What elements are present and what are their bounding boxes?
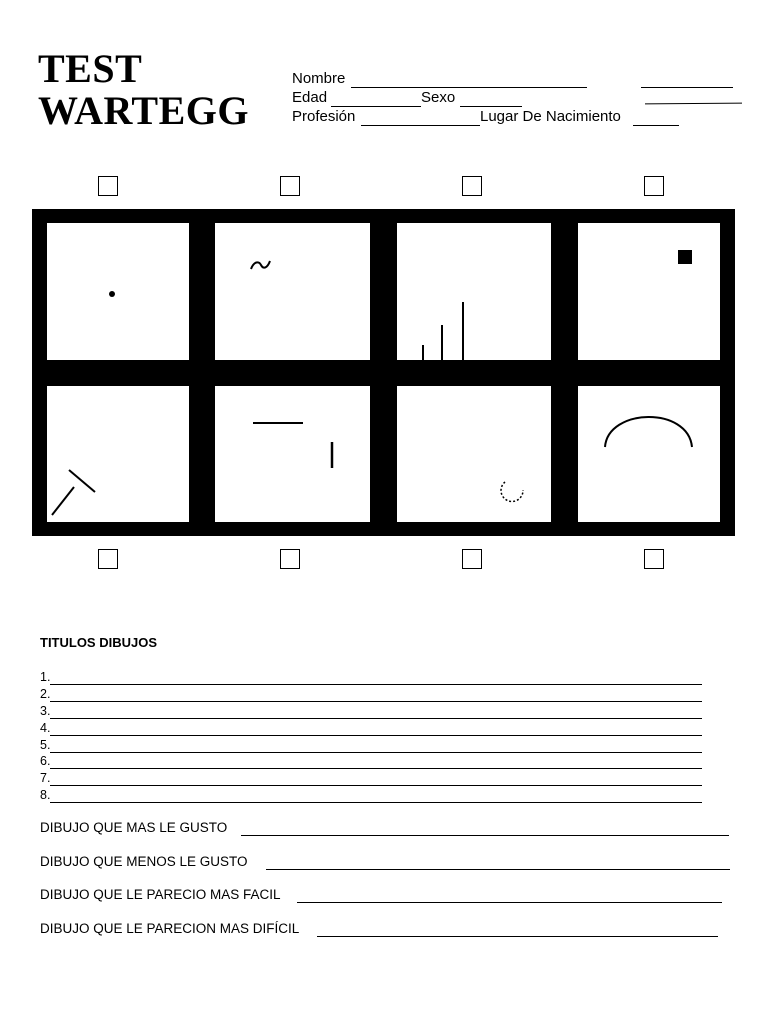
title-line-2: WARTEGG bbox=[38, 88, 250, 133]
lugar-field[interactable] bbox=[633, 125, 679, 126]
panel-7-stimulus bbox=[397, 386, 551, 522]
sexo-field[interactable] bbox=[460, 106, 522, 107]
nombre-label: Nombre bbox=[292, 70, 346, 87]
title-line-1: TEST bbox=[38, 46, 143, 91]
panel-2[interactable] bbox=[215, 223, 370, 360]
checkbox-panel-4[interactable] bbox=[644, 176, 664, 196]
line-number: 4. bbox=[40, 721, 51, 735]
edad-label: Edad bbox=[292, 89, 328, 106]
panel-1-stimulus bbox=[47, 223, 189, 360]
title-line-item[interactable] bbox=[40, 670, 702, 686]
panel-8-stimulus bbox=[578, 386, 720, 522]
wartegg-grid bbox=[32, 209, 735, 536]
checkbox-panel-5[interactable] bbox=[98, 549, 118, 569]
checkbox-panel-1[interactable] bbox=[98, 176, 118, 196]
panel-7[interactable] bbox=[397, 386, 551, 522]
panel-1[interactable] bbox=[47, 223, 189, 360]
nombre-field[interactable] bbox=[351, 87, 587, 88]
panel-5[interactable] bbox=[47, 386, 189, 522]
lugar-label: Lugar De Nacimiento bbox=[480, 108, 621, 125]
line-number: 2. bbox=[40, 687, 51, 701]
panel-2-stimulus bbox=[215, 223, 370, 360]
title-line-item[interactable] bbox=[40, 738, 702, 754]
question-label: DIBUJO QUE LE PARECION MAS DIFÍCIL bbox=[40, 921, 300, 936]
line-number: 1. bbox=[40, 670, 51, 684]
panel-3[interactable] bbox=[397, 223, 551, 360]
title-line-item[interactable] bbox=[40, 771, 702, 787]
line-number: 3. bbox=[40, 704, 51, 718]
line-number: 7. bbox=[40, 771, 51, 785]
panel-8[interactable] bbox=[578, 386, 720, 522]
checkbox-panel-8[interactable] bbox=[644, 549, 664, 569]
panel-4[interactable] bbox=[578, 223, 720, 360]
panel-3-stimulus bbox=[397, 223, 551, 360]
question-easiest[interactable] bbox=[40, 887, 722, 905]
question-least-liked[interactable] bbox=[40, 854, 730, 872]
extra-field-2[interactable] bbox=[645, 103, 742, 105]
panel-5-stimulus bbox=[47, 386, 189, 522]
checkbox-panel-6[interactable] bbox=[280, 549, 300, 569]
question-most-liked[interactable] bbox=[40, 820, 729, 838]
title-line-item[interactable] bbox=[40, 721, 702, 737]
panel-6-stimulus bbox=[215, 386, 370, 522]
question-label: DIBUJO QUE MENOS LE GUSTO bbox=[40, 854, 248, 869]
panel-6[interactable] bbox=[215, 386, 370, 522]
line-number: 5. bbox=[40, 738, 51, 752]
profesion-label: Profesión bbox=[292, 108, 356, 125]
profesion-field[interactable] bbox=[361, 125, 480, 126]
page-title bbox=[38, 48, 249, 132]
sexo-label: Sexo bbox=[421, 89, 456, 106]
question-hardest[interactable] bbox=[40, 921, 718, 939]
checkbox-panel-3[interactable] bbox=[462, 176, 482, 196]
question-label: DIBUJO QUE LE PARECIO MAS FACIL bbox=[40, 887, 281, 902]
title-line-item[interactable] bbox=[40, 687, 702, 703]
checkbox-panel-7[interactable] bbox=[462, 549, 482, 569]
title-line-item[interactable] bbox=[40, 754, 702, 770]
panel-4-stimulus bbox=[578, 223, 720, 360]
edad-field[interactable] bbox=[331, 106, 421, 107]
section-title: TITULOS DIBUJOS bbox=[40, 635, 158, 650]
question-label: DIBUJO QUE MAS LE GUSTO bbox=[40, 820, 228, 835]
extra-field-1[interactable] bbox=[641, 87, 733, 88]
checkbox-panel-2[interactable] bbox=[280, 176, 300, 196]
title-line-item[interactable] bbox=[40, 704, 702, 720]
title-line-item[interactable] bbox=[40, 788, 702, 804]
line-number: 6. bbox=[40, 754, 51, 768]
line-number: 8. bbox=[40, 788, 51, 802]
